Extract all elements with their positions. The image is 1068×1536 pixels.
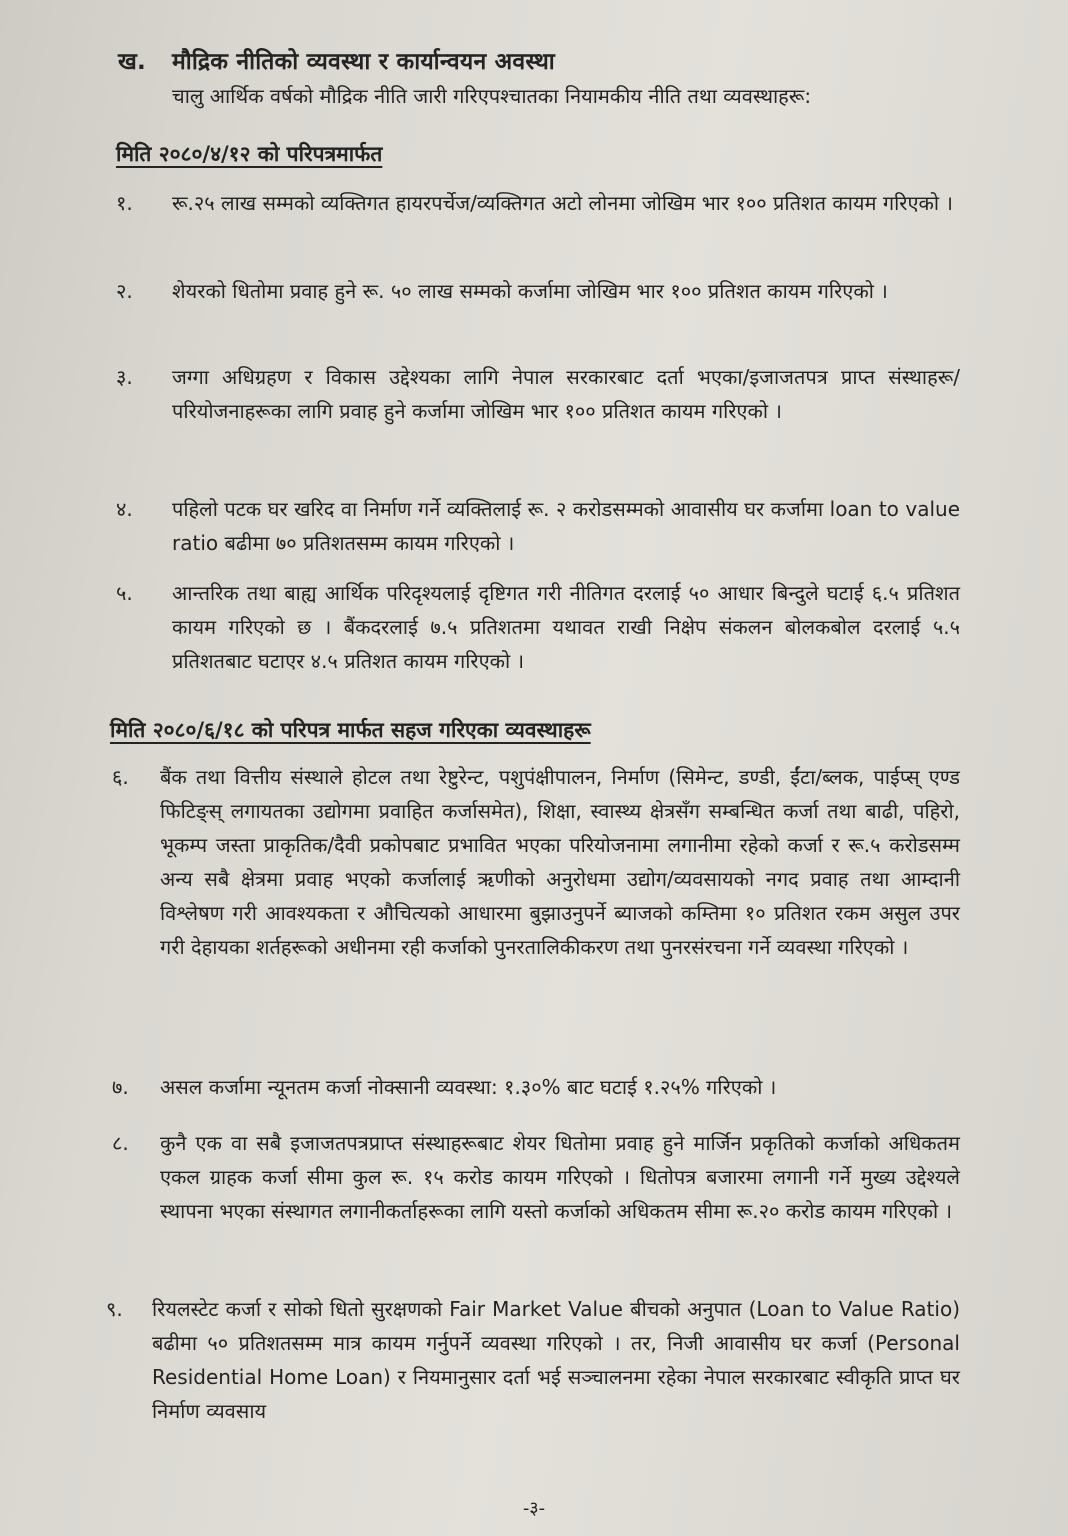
list-item <box>172 274 960 308</box>
list-item <box>172 492 960 560</box>
item-text: शेयरको धितोमा प्रवाह हुने रू. ५० लाख सम्मको कर्जामा जोखिम भार १०० प्रतिशत कायम गरिएको । <box>172 279 888 303</box>
item-text: रियलस्टेट कर्जा र सोको धितो सुरक्षणको Fair Market Value बीचको अनुपात (Loan to Value Ratio) बढीमा ५० प्रतिशतसम्म मात्र कायम गर्नुपर्ने व्यवस्था गरिएको । तर, निजी आवासीय घर कर्जा (Personal Residential Home Loan) र नियमानुसार दर्ता भई सञ्चालनमा रहेका नेपाल सरकारबाट स्वीकृति प्राप्त घर निर्माण व्यवसाय <box>152 1297 960 1423</box>
section-heading <box>118 44 555 76</box>
list-item <box>172 360 960 428</box>
item-number: २. <box>116 279 133 303</box>
item-text: बैंक तथा वित्तीय संस्थाले होटल तथा रेष्टुरेन्ट, पशुपंक्षीपालन, निर्माण (सिमेन्ट, डण्डी, ईंटा/ब्लक, पाईप्स् एण्ड फिटिङ्स् लगायतका उद्योगमा प्रवाहित कर्जासमेत), शिक्षा, स्वास्थ्य क्षेत्रसँग सम्बन्धित कर्जा तथा बाढी, पहिरो, भूकम्प जस्ता प्राकृतिक/दैवी प्रकोपबाट प्रभावित भएका परियोजनामा लगानीमा रहेको कर्जा र रू.५ करोडसम्म अन्य सबै क्षेत्रमा प्रवाह भएको कर्जालाई ऋणीको अनुरोधमा उद्योग/व्यवसायको नगद प्रवाह तथा आम्दानी विश्लेषण गरी आवश्यकता र औचित्यको आधारमा बुझाउनुपर्ने ब्याजको कम्तिमा १० प्रतिशत रकम असुल उपर गरी देहायका शर्तहरूको अधीनमा रही कर्जाको पुनरतालिकीकरण तथा पुनरसंरचना गर्ने व्यवस्था गरिएको । <box>160 765 960 959</box>
item-number: ४. <box>116 497 133 521</box>
item-number: ९. <box>106 1297 123 1321</box>
item-number: ७. <box>112 1075 129 1099</box>
item-text: जग्गा अधिग्रहण र विकास उद्देश्यका लागि नेपाल सरकारबाट दर्ता भएका/इजाजतपत्र प्राप्त संस्थाहरू/परियोजनाहरूका लागि प्रवाह हुने कर्जामा जोखिम भार १०० प्रतिशत कायम गरिएको । <box>172 365 960 423</box>
item-text: पहिलो पटक घर खरिद वा निर्माण गर्ने व्यक्तिलाई रू. २ करोडसम्मको आवासीय घर कर्जामा loan to value ratio बढीमा ७० प्रतिशतसम्म कायम गरिएको । <box>172 497 960 555</box>
item-number: १. <box>116 191 133 215</box>
item-text: रू.२५ लाख सम्मको व्यक्तिगत हायरपर्चेज/व्यक्तिगत अटो लोनमा जोखिम भार १०० प्रतिशत कायम गरिएको । <box>172 191 953 215</box>
list-item <box>160 760 960 964</box>
section-number: ख. <box>118 49 146 75</box>
list-item <box>172 186 960 220</box>
list-item <box>152 1292 960 1428</box>
item-text: कुनै एक वा सबै इजाजतपत्रप्राप्त संस्थाहरूबाट शेयर धितोमा प्रवाह हुने मार्जिन प्रकृतिको कर्जाको अधिकतम एकल ग्राहक कर्जा सीमा कुल रू. १५ करोड कायम गरिएको । धितोपत्र बजारमा लगानी गर्ने मुख्य उद्देश्यले स्थापना भएका संस्थागत लगानीकर्ताहरूका लागि यस्तो कर्जाको अधिकतम सीमा रू.२० करोड कायम गरिएको । <box>160 1131 960 1223</box>
list-item <box>160 1126 960 1228</box>
item-text: असल कर्जामा न्यूनतम कर्जा नोक्सानी व्यवस्था: १.३०% बाट घटाई १.२५% गरिएको । <box>160 1075 777 1099</box>
section-title: मौद्रिक नीतिको व्यवस्था र कार्यान्वयन अवस्था <box>172 49 555 75</box>
item-number: ८. <box>112 1131 129 1155</box>
circular-2-heading: मिति २०८०/६/१८ को परिपत्र मार्फत सहज गरिएका व्यवस्थाहरू <box>110 718 591 742</box>
circular-1-heading: मिति २०८०/४/१२ को परिपत्रमार्फत <box>116 142 383 166</box>
list-item <box>172 576 960 678</box>
page-number: -३- <box>522 1498 546 1519</box>
item-text: आन्तरिक तथा बाह्य आर्थिक परिदृश्यलाई दृष्टिगत गरी नीतिगत दरलाई ५० आधार बिन्दुले घटाई ६.५ प्रतिशत कायम गरिएको छ । बैंकदरलाई ७.५ प्रतिशतमा यथावत राखी निक्षेप संकलन बोलकबोल दरलाई ५.५ प्रतिशतबाट घटाएर ४.५ प्रतिशत कायम गरिएको । <box>172 581 960 673</box>
item-number: ३. <box>116 365 133 389</box>
list-item <box>160 1070 960 1104</box>
item-number: ६. <box>112 765 129 789</box>
intro-text: चालु आर्थिक वर्षको मौद्रिक नीति जारी गरिएपश्चातका नियामकीय नीति तथा व्यवस्थाहरू: <box>172 84 812 108</box>
item-number: ५. <box>116 581 133 605</box>
